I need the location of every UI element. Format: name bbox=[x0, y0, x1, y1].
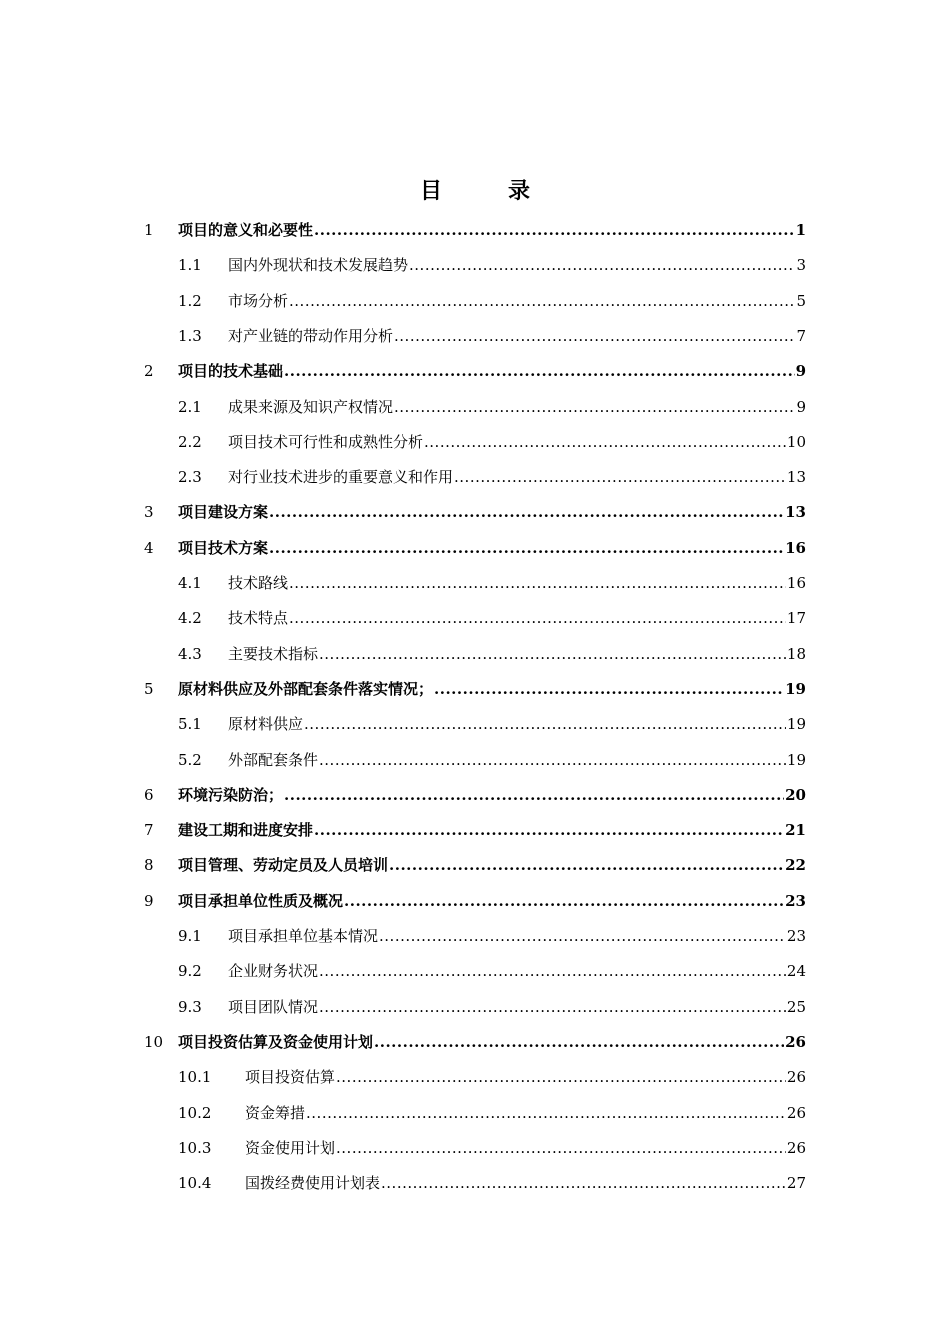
toc-entry-number: 5.2 bbox=[178, 750, 202, 769]
toc-entry-line bbox=[228, 742, 806, 778]
toc-entry-page-number: 16 bbox=[786, 574, 806, 592]
toc-entry-line bbox=[228, 247, 806, 283]
toc-subsection-entry[interactable] bbox=[0, 918, 950, 954]
toc-entry-page-number: 17 bbox=[786, 609, 806, 628]
toc-entry-line bbox=[228, 318, 806, 354]
toc-entry-page-number: 22 bbox=[785, 856, 806, 875]
dot-leader bbox=[319, 636, 786, 672]
toc-subsection-entry[interactable] bbox=[0, 1165, 950, 1201]
toc-section-entry[interactable] bbox=[0, 883, 950, 919]
toc-entry-number: 7 bbox=[144, 821, 154, 840]
toc-entry-page-number: 13 bbox=[785, 503, 806, 522]
toc-entry-number: 1.2 bbox=[178, 291, 202, 310]
toc-entry-page-number: 7 bbox=[796, 326, 806, 345]
toc-entry-line bbox=[178, 212, 806, 248]
toc-entry-page-number: 23 bbox=[786, 927, 806, 945]
dot-leader bbox=[434, 671, 784, 707]
dot-leader bbox=[394, 389, 795, 425]
toc-subsection-entry[interactable] bbox=[0, 283, 950, 319]
toc-entry-number: 9 bbox=[144, 891, 154, 910]
toc-entry-line bbox=[228, 706, 806, 742]
toc-entry-number: 8 bbox=[144, 856, 154, 875]
toc-entry-label: 国内外现状和技术发展趋势 bbox=[228, 256, 409, 275]
dot-leader bbox=[269, 494, 784, 530]
toc-entry-number: 4.1 bbox=[178, 574, 202, 592]
toc-entry-label: 对行业技术进步的重要意义和作用 bbox=[228, 468, 454, 487]
toc-entry-number: 1.3 bbox=[178, 326, 202, 345]
toc-section-entry[interactable] bbox=[0, 494, 950, 530]
toc-entry-line bbox=[245, 1165, 806, 1201]
toc-entry-line bbox=[228, 389, 806, 425]
toc-entry-page-number: 10 bbox=[786, 432, 806, 451]
dot-leader bbox=[336, 1130, 786, 1166]
toc-entry-page-number: 3 bbox=[796, 256, 806, 275]
toc-entry-label: 项目技术方案 bbox=[178, 538, 269, 557]
dot-leader bbox=[336, 1059, 786, 1095]
toc-entry-page-number: 26 bbox=[786, 1068, 806, 1087]
dot-leader bbox=[319, 953, 786, 989]
toc-subsection-entry[interactable] bbox=[0, 389, 950, 425]
toc-entry-number: 4.2 bbox=[178, 609, 202, 628]
toc-entry-number: 1.1 bbox=[178, 256, 202, 275]
toc-entry-page-number: 24 bbox=[786, 962, 806, 981]
toc-subsection-entry[interactable] bbox=[0, 706, 950, 742]
toc-entry-line bbox=[178, 530, 806, 566]
dot-leader bbox=[289, 565, 786, 601]
toc-section-entry[interactable] bbox=[0, 777, 950, 813]
toc-entry-number: 2.3 bbox=[178, 468, 202, 487]
toc-entry-number: 9.1 bbox=[178, 927, 202, 945]
toc-entry-line bbox=[178, 847, 806, 883]
toc-subsection-entry[interactable] bbox=[0, 742, 950, 778]
toc-entry-label: 国拨经费使用计划表 bbox=[245, 1174, 381, 1193]
dot-leader bbox=[306, 1095, 786, 1131]
dot-leader bbox=[409, 247, 795, 283]
toc-entry-line bbox=[178, 777, 806, 813]
toc-entry-label: 项目团队情况 bbox=[228, 997, 319, 1016]
toc-entry-page-number: 1 bbox=[795, 221, 806, 239]
dot-leader bbox=[319, 989, 786, 1025]
toc-entry-page-number: 26 bbox=[786, 1103, 806, 1122]
toc-entry-number: 3 bbox=[144, 503, 154, 522]
toc-entry-number: 6 bbox=[144, 785, 154, 804]
toc-entry-label: 资金使用计划 bbox=[245, 1138, 336, 1157]
toc-entry-page-number: 19 bbox=[786, 715, 806, 734]
toc-entry-label: 项目投资估算 bbox=[245, 1068, 336, 1087]
toc-entry-line bbox=[245, 1095, 806, 1131]
toc-entry-label: 市场分析 bbox=[228, 291, 289, 310]
dot-leader bbox=[344, 883, 784, 919]
toc-entry-number: 9.2 bbox=[178, 962, 202, 981]
toc-subsection-entry[interactable] bbox=[0, 318, 950, 354]
toc-entry-number: 4 bbox=[144, 538, 154, 557]
toc-entry-label: 资金筹措 bbox=[245, 1103, 306, 1122]
dot-leader bbox=[389, 847, 784, 883]
dot-leader bbox=[454, 459, 786, 495]
toc-entry-page-number: 21 bbox=[785, 821, 806, 840]
toc-entry-page-number: 18 bbox=[786, 644, 806, 663]
toc-section-entry[interactable] bbox=[0, 353, 950, 389]
dot-leader bbox=[314, 212, 795, 248]
toc-entry-label: 技术特点 bbox=[228, 609, 289, 628]
toc-entry-label: 原材料供应及外部配套条件落实情况； bbox=[178, 679, 434, 698]
toc-entry-number: 2.2 bbox=[178, 432, 202, 451]
toc-entry-page-number: 9 bbox=[796, 397, 806, 416]
toc-entry-page-number: 20 bbox=[785, 785, 806, 804]
toc-section-entry[interactable] bbox=[0, 847, 950, 883]
toc-entry-label: 项目投资估算及资金使用计划 bbox=[178, 1032, 374, 1051]
toc-subsection-entry[interactable] bbox=[0, 1095, 950, 1131]
dot-leader bbox=[319, 742, 786, 778]
toc-entry-line bbox=[228, 636, 806, 672]
toc-subsection-entry[interactable] bbox=[0, 1059, 950, 1095]
toc-entry-label: 企业财务状况 bbox=[228, 962, 319, 981]
toc-entry-number: 2 bbox=[144, 362, 154, 381]
toc-subsection-entry[interactable] bbox=[0, 459, 950, 495]
dot-leader bbox=[379, 918, 786, 954]
toc-entry-label: 成果来源及知识产权情况 bbox=[228, 397, 394, 416]
toc-entry-page-number: 23 bbox=[785, 891, 806, 910]
toc-entry-number: 10.2 bbox=[178, 1103, 212, 1122]
toc-entry-number: 4.3 bbox=[178, 644, 202, 663]
toc-entry-number: 5.1 bbox=[178, 715, 202, 734]
toc-entry-number: 5 bbox=[144, 679, 154, 698]
toc-section-entry[interactable] bbox=[0, 212, 950, 248]
toc-section-entry[interactable] bbox=[0, 1024, 950, 1060]
toc-entry-label: 技术路线 bbox=[228, 574, 289, 592]
toc-subsection-entry[interactable] bbox=[0, 636, 950, 672]
toc-entry-label: 原材料供应 bbox=[228, 715, 304, 734]
dot-leader bbox=[394, 318, 795, 354]
dot-leader bbox=[269, 530, 784, 566]
dot-leader bbox=[284, 777, 784, 813]
toc-entry-label: 项目管理、劳动定员及人员培训 bbox=[178, 856, 389, 875]
toc-entry-number: 10.4 bbox=[178, 1174, 212, 1193]
toc-entry-label: 项目建设方案 bbox=[178, 503, 269, 522]
toc-entry-label: 项目的意义和必要性 bbox=[178, 221, 314, 239]
toc-entry-line bbox=[178, 812, 806, 848]
toc-entry-label: 项目的技术基础 bbox=[178, 362, 284, 381]
toc-entry-number: 2.1 bbox=[178, 397, 202, 416]
toc-section-entry[interactable] bbox=[0, 671, 950, 707]
toc-entry-page-number: 19 bbox=[785, 679, 806, 698]
toc-section-entry[interactable] bbox=[0, 812, 950, 848]
dot-leader bbox=[374, 1024, 784, 1060]
toc-entry-number: 10 bbox=[144, 1032, 164, 1051]
toc-subsection-entry[interactable] bbox=[0, 989, 950, 1025]
toc-entry-line bbox=[228, 918, 806, 954]
toc-entry-line bbox=[245, 1130, 806, 1166]
toc-entry-line bbox=[178, 353, 806, 389]
toc-entry-label: 对产业链的带动作用分析 bbox=[228, 326, 394, 345]
toc-entry-number: 1 bbox=[144, 221, 154, 239]
toc-entry-label: 项目技术可行性和成熟性分析 bbox=[228, 432, 424, 451]
toc-entry-page-number: 9 bbox=[795, 362, 806, 381]
toc-entry-line bbox=[178, 1024, 806, 1060]
toc-entry-line bbox=[178, 494, 806, 530]
toc-entry-line bbox=[245, 1059, 806, 1095]
toc-entry-line bbox=[228, 459, 806, 495]
dot-leader bbox=[289, 283, 795, 319]
toc-subsection-entry[interactable] bbox=[0, 600, 950, 636]
toc-entry-number: 10.1 bbox=[178, 1068, 212, 1087]
toc-entry-line bbox=[228, 989, 806, 1025]
toc-entry-line bbox=[228, 283, 806, 319]
dot-leader bbox=[304, 706, 786, 742]
dot-leader bbox=[289, 600, 786, 636]
toc-entry-line bbox=[178, 883, 806, 919]
toc-entry-page-number: 27 bbox=[786, 1174, 806, 1193]
toc-entry-label: 外部配套条件 bbox=[228, 750, 319, 769]
toc-subsection-entry[interactable] bbox=[0, 424, 950, 460]
toc-entry-number: 9.3 bbox=[178, 997, 202, 1016]
dot-leader bbox=[381, 1165, 786, 1201]
toc-entry-line bbox=[228, 565, 806, 601]
dot-leader bbox=[314, 812, 784, 848]
dot-leader bbox=[284, 353, 795, 389]
toc-subsection-entry[interactable] bbox=[0, 953, 950, 989]
toc-title: 目 录 bbox=[419, 178, 552, 204]
toc-entry-line bbox=[228, 424, 806, 460]
toc-entry-label: 环境污染防治； bbox=[178, 785, 284, 804]
toc-entry-number: 10.3 bbox=[178, 1138, 212, 1157]
toc-entry-label: 项目承担单位性质及概况 bbox=[178, 891, 344, 910]
toc-subsection-entry[interactable] bbox=[0, 247, 950, 283]
toc-entry-page-number: 16 bbox=[785, 538, 806, 557]
toc-entry-line bbox=[228, 953, 806, 989]
toc-subsection-entry[interactable] bbox=[0, 565, 950, 601]
toc-entry-label: 建设工期和进度安排 bbox=[178, 821, 314, 840]
toc-entry-page-number: 25 bbox=[786, 997, 806, 1016]
toc-entry-page-number: 13 bbox=[786, 468, 806, 487]
dot-leader bbox=[424, 424, 786, 460]
toc-subsection-entry[interactable] bbox=[0, 1130, 950, 1166]
toc-entry-line bbox=[178, 671, 806, 707]
toc-entry-line bbox=[228, 600, 806, 636]
toc-section-entry[interactable] bbox=[0, 530, 950, 566]
toc-entry-page-number: 26 bbox=[785, 1032, 806, 1051]
toc-entry-label: 项目承担单位基本情况 bbox=[228, 927, 379, 945]
toc-entry-page-number: 19 bbox=[786, 750, 806, 769]
toc-entry-page-number: 5 bbox=[796, 291, 806, 310]
toc-entry-label: 主要技术指标 bbox=[228, 644, 319, 663]
toc-entry-page-number: 26 bbox=[786, 1138, 806, 1157]
